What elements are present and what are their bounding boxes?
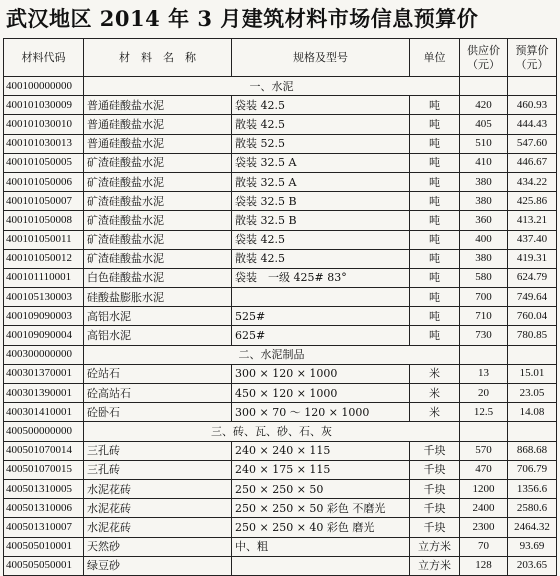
table-row bbox=[4, 441, 557, 460]
table-row bbox=[4, 384, 557, 403]
supply-price: 400 bbox=[460, 230, 508, 249]
material-name: 绿豆砂 bbox=[84, 556, 232, 575]
table-row bbox=[4, 288, 557, 307]
table-row bbox=[4, 479, 557, 498]
material-spec: 散装 32.5 B bbox=[232, 211, 410, 230]
table-header-row bbox=[4, 39, 557, 77]
material-spec: 525# bbox=[232, 307, 410, 326]
header-code: 材料代码 bbox=[4, 39, 84, 77]
budget-price: 93.69 bbox=[508, 537, 557, 556]
material-code: 400101050012 bbox=[4, 249, 84, 268]
material-unit: 吨 bbox=[410, 326, 460, 345]
supply-price: 470 bbox=[460, 460, 508, 479]
budget-price: 547.60 bbox=[508, 134, 557, 153]
section-row bbox=[4, 422, 557, 441]
material-code: 400101050007 bbox=[4, 192, 84, 211]
material-code: 400100000000 bbox=[4, 77, 84, 96]
material-code: 400501310007 bbox=[4, 518, 84, 537]
table-row bbox=[4, 537, 557, 556]
table-row bbox=[4, 268, 557, 287]
table-row bbox=[4, 364, 557, 383]
material-code: 400501310005 bbox=[4, 479, 84, 498]
material-code: 400109090003 bbox=[4, 307, 84, 326]
table-row bbox=[4, 115, 557, 134]
supply-price: 12.5 bbox=[460, 403, 508, 422]
header-name: 材 料 名 称 bbox=[84, 39, 232, 77]
material-name: 白色硅酸盐水泥 bbox=[84, 268, 232, 287]
material-name: 高铝水泥 bbox=[84, 326, 232, 345]
material-spec: 中、粗 bbox=[232, 537, 410, 556]
budget-price: 749.64 bbox=[508, 288, 557, 307]
budget-price: 460.93 bbox=[508, 96, 557, 115]
budget-price: 444.43 bbox=[508, 115, 557, 134]
header-budget-price: 预算价 （元） bbox=[508, 39, 557, 77]
material-spec: 300 × 120 × 1000 bbox=[232, 364, 410, 383]
material-name: 矿渣硅酸盐水泥 bbox=[84, 172, 232, 191]
material-code: 400501070014 bbox=[4, 441, 84, 460]
material-name: 水泥花砖 bbox=[84, 479, 232, 498]
material-unit: 吨 bbox=[410, 268, 460, 287]
table-row bbox=[4, 460, 557, 479]
supply-price-cell bbox=[460, 422, 508, 441]
material-unit: 吨 bbox=[410, 230, 460, 249]
material-code: 400505050001 bbox=[4, 556, 84, 575]
table-row bbox=[4, 518, 557, 537]
material-name: 普通硅酸盐水泥 bbox=[84, 134, 232, 153]
header-supply-price: 供应价 （元） bbox=[460, 39, 508, 77]
budget-price: 203.65 bbox=[508, 556, 557, 575]
document-title: 武汉地区 2014 年 3 月建筑材料市场信息预算价 bbox=[6, 6, 479, 31]
material-spec: 散装 42.5 bbox=[232, 249, 410, 268]
supply-price: 710 bbox=[460, 307, 508, 326]
table-row bbox=[4, 134, 557, 153]
budget-price-cell bbox=[508, 345, 557, 364]
material-code: 400501310006 bbox=[4, 499, 84, 518]
material-spec: 散装 42.5 bbox=[232, 115, 410, 134]
material-code: 400501070015 bbox=[4, 460, 84, 479]
supply-price: 700 bbox=[460, 288, 508, 307]
table-row bbox=[4, 96, 557, 115]
material-name: 水泥花砖 bbox=[84, 518, 232, 537]
material-unit: 米 bbox=[410, 384, 460, 403]
material-unit: 吨 bbox=[410, 96, 460, 115]
table-row bbox=[4, 211, 557, 230]
supply-price: 2400 bbox=[460, 499, 508, 518]
material-code: 400301410001 bbox=[4, 403, 84, 422]
material-unit: 立方米 bbox=[410, 556, 460, 575]
header-unit: 单位 bbox=[410, 39, 460, 77]
material-name: 高铝水泥 bbox=[84, 307, 232, 326]
supply-price: 70 bbox=[460, 537, 508, 556]
material-name: 矿渣硅酸盐水泥 bbox=[84, 211, 232, 230]
material-unit: 吨 bbox=[410, 211, 460, 230]
budget-price: 1356.6 bbox=[508, 479, 557, 498]
material-spec: 袋装 42.5 bbox=[232, 96, 410, 115]
material-spec: 450 × 120 × 1000 bbox=[232, 384, 410, 403]
material-unit: 吨 bbox=[410, 134, 460, 153]
material-spec: 300 × 70 ～ 120 × 1000 bbox=[232, 403, 410, 422]
header-spec: 规格及型号 bbox=[232, 39, 410, 77]
material-unit: 千块 bbox=[410, 518, 460, 537]
supply-price: 580 bbox=[460, 268, 508, 287]
budget-price: 624.79 bbox=[508, 268, 557, 287]
section-title: 一、水泥 bbox=[84, 77, 460, 96]
table-row bbox=[4, 403, 557, 422]
material-name: 矿渣硅酸盐水泥 bbox=[84, 230, 232, 249]
material-name: 砼站石 bbox=[84, 364, 232, 383]
table-row bbox=[4, 172, 557, 191]
material-code: 400301370001 bbox=[4, 364, 84, 383]
supply-price: 20 bbox=[460, 384, 508, 403]
section-row bbox=[4, 345, 557, 364]
material-spec bbox=[232, 556, 410, 575]
supply-price: 380 bbox=[460, 172, 508, 191]
material-unit: 米 bbox=[410, 364, 460, 383]
material-unit: 吨 bbox=[410, 288, 460, 307]
supply-price: 1200 bbox=[460, 479, 508, 498]
budget-price: 706.79 bbox=[508, 460, 557, 479]
material-code: 400109090004 bbox=[4, 326, 84, 345]
material-unit: 吨 bbox=[410, 115, 460, 134]
supply-price: 570 bbox=[460, 441, 508, 460]
table-row bbox=[4, 192, 557, 211]
supply-price: 13 bbox=[460, 364, 508, 383]
material-unit: 千块 bbox=[410, 479, 460, 498]
material-code: 400301390001 bbox=[4, 384, 84, 403]
material-name: 天然砂 bbox=[84, 537, 232, 556]
supply-price: 420 bbox=[460, 96, 508, 115]
material-name: 矿渣硅酸盐水泥 bbox=[84, 153, 232, 172]
material-spec: 250 × 250 × 50 彩色 不磨光 bbox=[232, 499, 410, 518]
material-unit: 千块 bbox=[410, 460, 460, 479]
budget-price: 760.04 bbox=[508, 307, 557, 326]
budget-price: 437.40 bbox=[508, 230, 557, 249]
supply-price: 405 bbox=[460, 115, 508, 134]
material-spec: 240 × 175 × 115 bbox=[232, 460, 410, 479]
material-name: 砼高站石 bbox=[84, 384, 232, 403]
material-code: 400101030010 bbox=[4, 115, 84, 134]
material-name: 矿渣硅酸盐水泥 bbox=[84, 192, 232, 211]
supply-price: 2300 bbox=[460, 518, 508, 537]
material-unit: 立方米 bbox=[410, 537, 460, 556]
budget-price: 425.86 bbox=[508, 192, 557, 211]
budget-price: 780.85 bbox=[508, 326, 557, 345]
section-row bbox=[4, 77, 557, 96]
budget-price: 868.68 bbox=[508, 441, 557, 460]
section-title: 二、水泥制品 bbox=[84, 345, 460, 364]
material-code: 400500000000 bbox=[4, 422, 84, 441]
budget-price: 2464.32 bbox=[508, 518, 557, 537]
material-name: 砼卧石 bbox=[84, 403, 232, 422]
material-unit: 米 bbox=[410, 403, 460, 422]
supply-price: 128 bbox=[460, 556, 508, 575]
material-unit: 吨 bbox=[410, 172, 460, 191]
budget-price: 413.21 bbox=[508, 211, 557, 230]
supply-price: 380 bbox=[460, 192, 508, 211]
material-spec: 袋装 32.5 B bbox=[232, 192, 410, 211]
material-code: 400101050005 bbox=[4, 153, 84, 172]
material-name: 三孔砖 bbox=[84, 460, 232, 479]
material-code: 400101110001 bbox=[4, 268, 84, 287]
material-spec: 250 × 250 × 50 bbox=[232, 479, 410, 498]
material-code: 400101050011 bbox=[4, 230, 84, 249]
material-code: 400101050006 bbox=[4, 172, 84, 191]
table-row bbox=[4, 230, 557, 249]
budget-price: 15.01 bbox=[508, 364, 557, 383]
material-code: 400101050008 bbox=[4, 211, 84, 230]
supply-price: 730 bbox=[460, 326, 508, 345]
price-table bbox=[3, 38, 557, 576]
material-spec: 散装 32.5 A bbox=[232, 172, 410, 191]
supply-price-cell bbox=[460, 345, 508, 364]
material-code: 400101030009 bbox=[4, 96, 84, 115]
supply-price: 380 bbox=[460, 249, 508, 268]
material-code: 400105130003 bbox=[4, 288, 84, 307]
budget-price-cell bbox=[508, 422, 557, 441]
budget-price: 2580.6 bbox=[508, 499, 557, 518]
material-spec bbox=[232, 288, 410, 307]
material-name: 普通硅酸盐水泥 bbox=[84, 115, 232, 134]
material-name: 三孔砖 bbox=[84, 441, 232, 460]
supply-price: 360 bbox=[460, 211, 508, 230]
supply-price: 410 bbox=[460, 153, 508, 172]
material-code: 400300000000 bbox=[4, 345, 84, 364]
material-name: 矿渣硅酸盐水泥 bbox=[84, 249, 232, 268]
material-spec: 240 × 240 × 115 bbox=[232, 441, 410, 460]
budget-price-cell bbox=[508, 77, 557, 96]
material-spec: 250 × 250 × 40 彩色 磨光 bbox=[232, 518, 410, 537]
supply-price-cell bbox=[460, 77, 508, 96]
material-name: 水泥花砖 bbox=[84, 499, 232, 518]
table-row bbox=[4, 326, 557, 345]
budget-price: 14.08 bbox=[508, 403, 557, 422]
material-name: 硅酸盐膨胀水泥 bbox=[84, 288, 232, 307]
material-name: 普通硅酸盐水泥 bbox=[84, 96, 232, 115]
table-row bbox=[4, 556, 557, 575]
supply-price: 510 bbox=[460, 134, 508, 153]
material-unit: 千块 bbox=[410, 499, 460, 518]
material-code: 400101030013 bbox=[4, 134, 84, 153]
budget-price: 23.05 bbox=[508, 384, 557, 403]
material-unit: 吨 bbox=[410, 307, 460, 326]
table-row bbox=[4, 307, 557, 326]
material-unit: 吨 bbox=[410, 153, 460, 172]
material-spec: 袋装 42.5 bbox=[232, 230, 410, 249]
budget-price: 446.67 bbox=[508, 153, 557, 172]
material-unit: 吨 bbox=[410, 192, 460, 211]
table-row bbox=[4, 153, 557, 172]
material-unit: 吨 bbox=[410, 249, 460, 268]
material-spec: 散装 52.5 bbox=[232, 134, 410, 153]
material-spec: 袋装 一级 425# 83° bbox=[232, 268, 410, 287]
table-row bbox=[4, 249, 557, 268]
table-row bbox=[4, 499, 557, 518]
material-unit: 千块 bbox=[410, 441, 460, 460]
budget-price: 419.31 bbox=[508, 249, 557, 268]
budget-price: 434.22 bbox=[508, 172, 557, 191]
table-body bbox=[4, 77, 557, 576]
material-code: 400505010001 bbox=[4, 537, 84, 556]
section-title: 三、砖、瓦、砂、石、灰 bbox=[84, 422, 460, 441]
material-spec: 袋装 32.5 A bbox=[232, 153, 410, 172]
material-spec: 625# bbox=[232, 326, 410, 345]
